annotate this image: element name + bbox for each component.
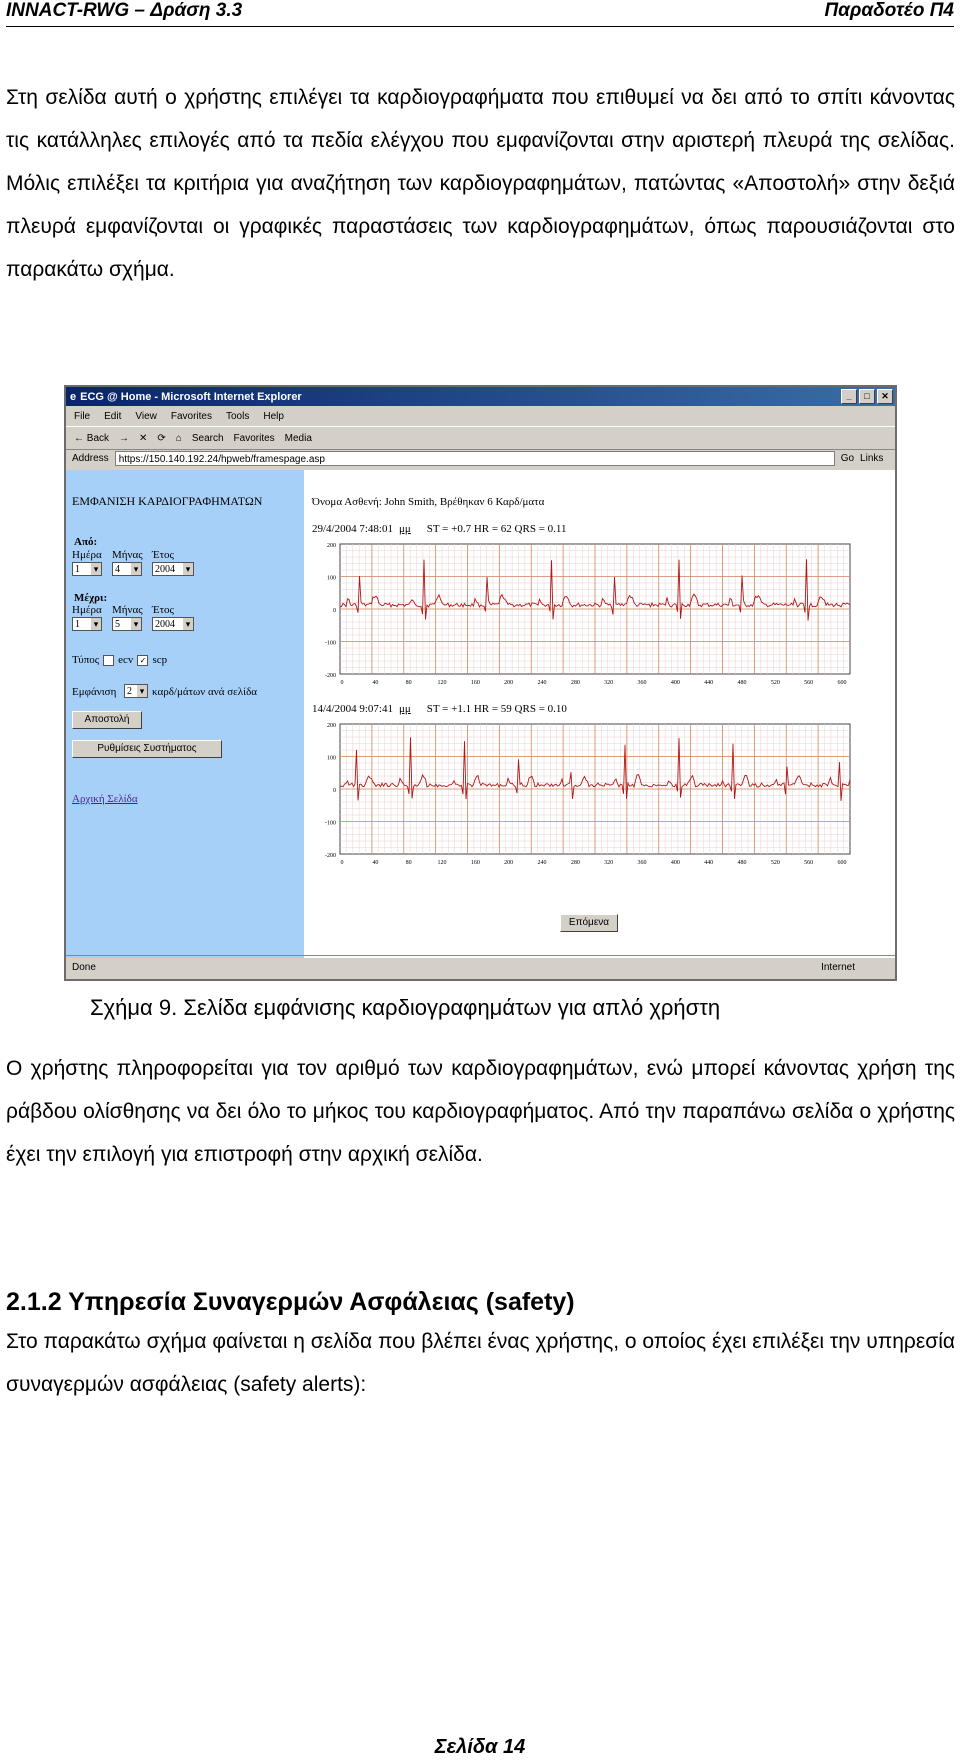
ecg1-ytick: 200 xyxy=(327,543,336,549)
patient-info: Όνομα Ασθενή: John Smith, Βρέθηκαν 6 Καρδ/ματα xyxy=(312,496,545,508)
ecg2-xtick: 0 xyxy=(340,860,344,866)
status-done: Done xyxy=(72,962,96,973)
to-day-select[interactable]: 1 ▾ xyxy=(72,617,102,631)
favorites-button[interactable]: Favorites xyxy=(233,432,275,444)
menu-tools[interactable]: Tools xyxy=(225,410,250,422)
menu-file[interactable]: File xyxy=(74,410,91,422)
menu-view[interactable]: View xyxy=(135,410,157,422)
to-label: Μέχρι: xyxy=(74,592,108,604)
ecg1-xtick: 440 xyxy=(704,680,714,686)
ecg1-unit: μμ xyxy=(398,523,411,535)
to-year-select[interactable]: 2004 ▾ xyxy=(152,617,194,631)
right-frame xyxy=(306,470,895,958)
menu-bar xyxy=(66,406,895,426)
paragraph-intro: Στη σελίδα αυτή ο χρήστης επιλέγει τα καρδιογραφήματα που επιθυμεί να δει από το σπίτι κάνοντας τις κατάλληλες επιλογές από τα πεδία ελέγχου που εμφανίζονται στην αριστερή πλευρά της σελίδας. Μόλις επιλέξει τα κριτήρια για αναζήτηση των καρδιογραφημάτων, πατώντας «Αποστολή» στην δεξιά πλευρά εμφανίζονται οι γραφικές παραστάσεις των καρδιογραφημάτων, όπως παρουσιάζονται στο παρακάτω σχήμα. xyxy=(6,86,955,281)
ecg2-ytick: -200 xyxy=(325,853,336,859)
ecg1-xtick: 40 xyxy=(372,680,379,686)
ecg2-xtick: 320 xyxy=(604,860,614,866)
to-month-label: Μήνας xyxy=(112,604,143,616)
ecg1-xtick: 360 xyxy=(637,680,647,686)
display-suffix: καρδ/μάτων ανά σελίδα xyxy=(152,686,258,698)
ecg2-xtick: 280 xyxy=(570,860,580,866)
header-right: Παραδοτέο Π4 xyxy=(824,0,954,21)
media-button[interactable]: Media xyxy=(284,432,312,444)
submit-button[interactable]: Αποστολή xyxy=(72,711,142,729)
left-title: ΕΜΦΑΝΙΣΗ ΚΑΡΔΙΟΓΡΑΦΗΜΑΤΩΝ xyxy=(72,494,263,508)
to-year-label: Έτος xyxy=(152,604,174,616)
home-link[interactable]: Αρχική Σελίδα xyxy=(72,793,138,805)
scp-checkbox[interactable]: ✓ xyxy=(137,655,148,666)
to-month-select[interactable]: 5 ▾ xyxy=(112,617,142,631)
ecg2-xtick: 560 xyxy=(804,860,814,866)
ecg2-ytick: 100 xyxy=(327,755,336,762)
ecg1-xtick: 160 xyxy=(470,680,480,686)
stop-button[interactable]: ✕ xyxy=(139,432,148,444)
ecg1-xtick: 200 xyxy=(504,680,514,686)
toolbar xyxy=(66,426,895,450)
ecg1-xtick: 480 xyxy=(737,680,747,686)
scp-label: scp xyxy=(152,654,168,666)
ecg2-xtick: 40 xyxy=(372,860,379,866)
minimize-icon[interactable]: _ xyxy=(841,389,857,404)
ecg2-xtick: 120 xyxy=(437,860,447,866)
ecg2-xtick: 600 xyxy=(837,860,847,866)
back-button[interactable]: ← Back xyxy=(74,432,110,444)
from-month-label: Μήνας xyxy=(112,549,143,561)
ecg2-unit: μμ xyxy=(398,703,411,715)
ecg2-ytick: 0 xyxy=(333,788,336,794)
refresh-button[interactable]: ⟳ xyxy=(157,432,166,444)
ecg2-ytick: -100 xyxy=(325,820,336,827)
left-frame xyxy=(66,470,304,958)
ecg2-xtick: 240 xyxy=(537,860,547,866)
ecg2-meta xyxy=(312,703,567,715)
ecv-checkbox[interactable] xyxy=(103,655,114,666)
window-title: ECG @ Home - Microsoft Internet Explorer xyxy=(80,390,302,403)
ecg1-meta xyxy=(312,523,567,535)
ecg2-xtick: 440 xyxy=(704,860,714,866)
address-input[interactable]: https://150.140.192.24/hpweb/framespage.asp xyxy=(115,451,835,466)
ecg2-xtick: 80 xyxy=(405,860,412,866)
page-header xyxy=(6,0,954,26)
ecg2-xtick: 520 xyxy=(770,860,780,866)
ecg2-xtick: 200 xyxy=(504,860,514,866)
status-bar xyxy=(66,955,895,979)
ecg1-ytick: -100 xyxy=(325,640,336,647)
settings-button[interactable]: Ρυθμίσεις Συστήματος xyxy=(72,740,222,758)
ecg2-xtick: 400 xyxy=(670,860,680,866)
paragraph-info: Ο χρήστης πληροφορείται για τον αριθμό των καρδιογραφημάτων, ενώ μπορεί κάνοντας χρήση της ράβδου ολίσθησης να δει όλο το μήκος του καρδιογραφήματος. Από την παραπάνω σελίδα ο χρήστης έχει την επιλογή για επιστροφή στην αρχική σελίδα. xyxy=(6,1057,955,1166)
ecg1-xtick: 240 xyxy=(537,680,547,686)
ecg1-xtick: 520 xyxy=(770,680,780,686)
from-day-label: Ημέρα xyxy=(72,549,102,561)
ecg1-datetime: 29/4/2004 7:48:01 xyxy=(312,523,393,535)
ecg1-stats: ST = +0.7 HR = 62 QRS = 0.11 xyxy=(426,523,567,535)
ecg1-xtick: 400 xyxy=(670,680,680,686)
page-content xyxy=(66,470,895,958)
page-footer: Σελίδα 14 xyxy=(434,1736,526,1758)
address-bar xyxy=(66,448,895,469)
figure-caption: Σχήμα 9. Σελίδα εμφάνισης καρδιογραφημάτων για απλό χρήστη xyxy=(90,995,721,1020)
ecg2-xtick: 480 xyxy=(737,860,747,866)
ecg1-xtick: 320 xyxy=(604,680,614,686)
next-button[interactable]: Επόμενα xyxy=(560,914,618,932)
ie-icon: e xyxy=(70,390,77,403)
address-label: Address xyxy=(72,453,109,464)
from-label: Από: xyxy=(74,536,98,548)
go-button[interactable]: Go xyxy=(840,453,855,464)
ecg1-ytick: 100 xyxy=(327,575,336,582)
from-year-label: Έτος xyxy=(152,549,174,561)
section-heading: 2.1.2 Υπηρεσία Συναγερμών Ασφάλειας (safety) xyxy=(6,1288,575,1316)
type-label: Τύπος xyxy=(72,654,100,666)
forward-button[interactable]: → xyxy=(119,432,130,444)
menu-help[interactable]: Help xyxy=(263,410,284,422)
browser-screenshot xyxy=(64,385,897,981)
ecg1-ytick: 0 xyxy=(333,608,336,614)
display-label: Εμφάνιση xyxy=(72,686,117,698)
menu-edit[interactable]: Edit xyxy=(104,410,122,422)
links-button[interactable]: Links xyxy=(860,453,884,464)
from-year-select[interactable]: 2004 ▾ xyxy=(152,562,194,576)
from-month-select[interactable]: 4 ▾ xyxy=(112,562,142,576)
ecv-label: ecv xyxy=(118,654,134,666)
ecg1-xtick: 80 xyxy=(405,680,412,686)
ecg1-xtick: 560 xyxy=(804,680,814,686)
search-button[interactable]: Search xyxy=(191,432,224,444)
paragraph-safety: Στο παρακάτω σχήμα φαίνεται η σελίδα που βλέπει ένας χρήστης, ο οποίος έχει επιλέξει την υπηρεσία συναγερμών ασφάλειας (safety alerts): xyxy=(6,1330,955,1396)
status-zone: Internet xyxy=(821,962,855,973)
window-titlebar xyxy=(66,387,895,406)
ecg1-xtick: 280 xyxy=(570,680,580,686)
ecg1-xtick: 0 xyxy=(340,680,344,686)
ecg2-chart xyxy=(306,720,858,870)
ecg1-chart xyxy=(306,540,858,690)
to-day-label: Ημέρα xyxy=(72,604,102,616)
home-button[interactable]: ⌂ xyxy=(175,432,182,444)
ecg1-ytick: -200 xyxy=(325,673,336,679)
close-icon[interactable]: ✕ xyxy=(877,389,893,404)
maximize-icon[interactable]: □ xyxy=(859,389,875,404)
ecg2-xtick: 160 xyxy=(470,860,480,866)
type-row xyxy=(72,654,167,666)
ecg2-xtick: 360 xyxy=(637,860,647,866)
ecg2-datetime: 14/4/2004 9:07:41 xyxy=(312,703,393,715)
ecg1-xtick: 120 xyxy=(437,680,447,686)
from-day-select[interactable]: 1 ▾ xyxy=(72,562,102,576)
header-left: INNACT-RWG – Δράση 3.3 xyxy=(6,0,243,21)
display-count-select[interactable]: 2 ▾ xyxy=(124,684,148,698)
menu-favorites[interactable]: Favorites xyxy=(170,410,212,422)
ecg2-stats: ST = +1.1 HR = 59 QRS = 0.10 xyxy=(426,703,567,715)
ecg1-xtick: 600 xyxy=(837,680,847,686)
ecg2-ytick: 200 xyxy=(327,723,336,729)
